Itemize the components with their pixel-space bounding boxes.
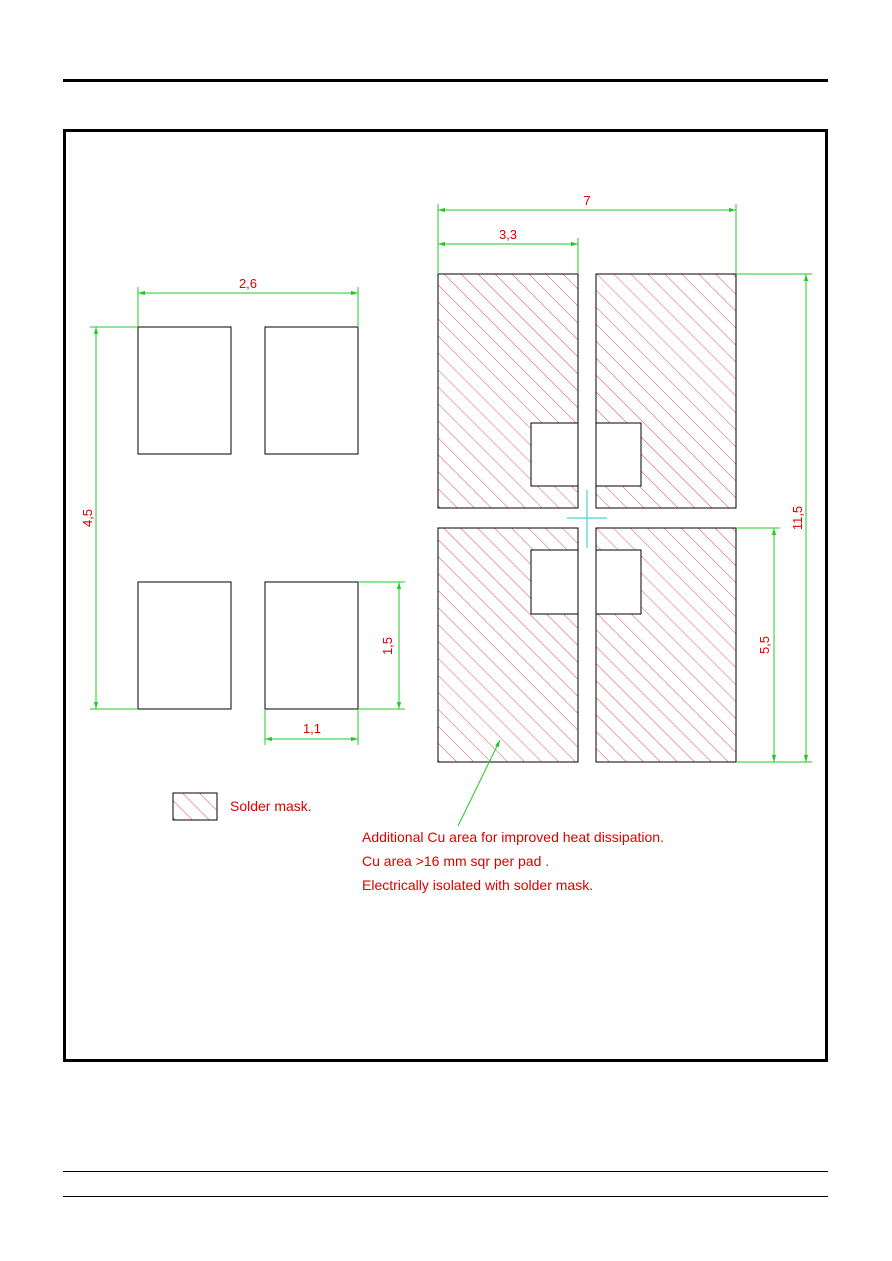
dim-layout-height: 11,5	[790, 505, 805, 531]
dim-layout-width: 7	[583, 193, 591, 208]
dim-half-width: 3,3	[498, 227, 518, 242]
footer-rule-top	[63, 1171, 828, 1172]
cu-area-layout	[438, 274, 736, 762]
exposed-pad-bottom-right	[596, 550, 641, 614]
dim-footprint-width: 2,6	[238, 276, 258, 291]
dim-footprint-height: 4,5	[80, 508, 95, 528]
pad-top-right	[265, 327, 358, 454]
footer-rule-bottom	[63, 1196, 828, 1197]
dim-pad-width: 1,1	[302, 721, 322, 736]
exposed-pad-top-left	[531, 423, 578, 486]
exposed-pad-top-right	[596, 423, 641, 486]
exposed-pad-bottom-left	[531, 550, 578, 614]
note-line-3: Electrically isolated with solder mask.	[362, 877, 594, 893]
note-line-2: Cu area >16 mm sqr per pad .	[362, 853, 550, 869]
legend-solder-mask-swatch	[173, 793, 217, 820]
pad-top-left	[138, 327, 231, 454]
basic-footprint	[138, 327, 358, 709]
legend-solder-mask-label: Solder mask.	[230, 798, 312, 814]
pad-bottom-left	[138, 582, 231, 709]
note-line-1: Additional Cu area for improved heat dissipation.	[362, 829, 664, 845]
pad-bottom-right	[265, 582, 358, 709]
dim-pad-height: 1,5	[380, 636, 395, 656]
dim-half-height: 5,5	[757, 635, 772, 655]
